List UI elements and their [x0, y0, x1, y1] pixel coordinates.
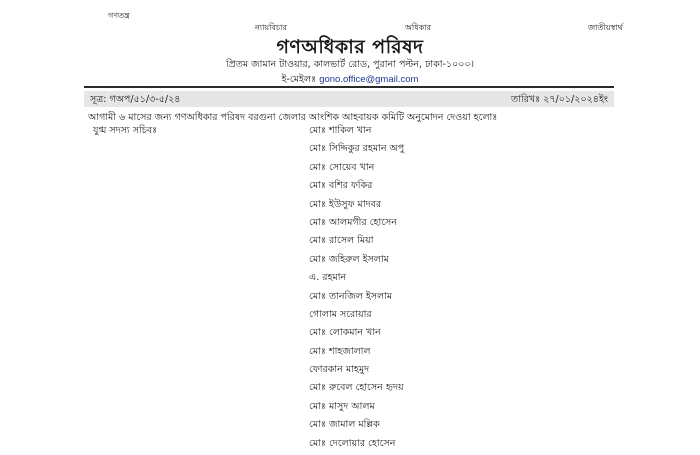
motto-4: জাতীয়স্বার্থ	[588, 23, 623, 32]
member-item: মোঃ জামাল মল্লিক	[309, 419, 380, 431]
member-item: মোঃ রুবেল হোসেন হৃদয়	[309, 382, 404, 394]
reference-row	[84, 91, 614, 107]
member-item: মোঃ রাসেল মিয়া	[309, 235, 374, 247]
notice-text: আগামী ৬ মাসের জন্য গণঅধিকার পরিষদ বরগুনা জেলার আংশিক আহবায়ক কমিটি অনুমোদন দেওয়া হলোঃ	[88, 112, 498, 123]
member-item: মোঃ দেলোয়ার হোসেন	[309, 437, 396, 449]
member-item: মোঃ ইউসুফ মাদবর	[309, 198, 382, 210]
member-item: মোঃ শাহজালাল	[309, 345, 371, 357]
member-item: মোঃ সোয়েব খান	[309, 161, 375, 173]
member-item: গোলাম সরোয়ার	[309, 308, 372, 320]
memo-number: সূত্র: গঅপ/৫১/৩-৫/২৪	[90, 94, 181, 105]
member-item: মোঃ সিদ্দিকুর রহমান অপু	[309, 143, 405, 155]
member-item: মোঃ শাকিল খান	[309, 125, 372, 136]
member-item: মোঃ বশির ফকির	[309, 180, 373, 192]
member-item: মোঃ তানজিল ইসলাম	[309, 290, 393, 302]
member-list	[309, 124, 404, 455]
email-label: ই-মেইলঃ	[281, 74, 317, 85]
header-divider	[84, 86, 614, 88]
member-item: মোঃ জহিরুল ইসলাম	[309, 253, 389, 265]
email-address: gono.office@gmail.com	[319, 74, 419, 85]
motto-2: ন্যায়বিচার	[255, 23, 287, 32]
member-item: মোঃ আলমগীর হোসেন	[309, 216, 397, 228]
motto-3: অধিকার	[405, 23, 432, 32]
section-heading: যুগ্ম সদস্য সচিবঃ	[93, 125, 158, 136]
organization-name: গণঅধিকার পরিষদ	[276, 36, 424, 58]
member-item: মোঃ মাসুদ আলম	[309, 400, 375, 412]
motto-1: গণতন্ত্র	[108, 11, 130, 20]
organization-address: প্রিতম জামান টাওয়ার, কালভার্ট রোড, পুরানা পল্টন, ঢাকা-১০০০।	[225, 59, 475, 70]
member-item: ফোরকান মাহমুদ	[309, 364, 370, 376]
member-item: এ. রহমান	[309, 272, 347, 284]
member-item: মোঃ লোকমান খান	[309, 327, 381, 339]
document-date: তারিখঃ ২৭/০১/২০২৪ইং	[511, 94, 608, 105]
